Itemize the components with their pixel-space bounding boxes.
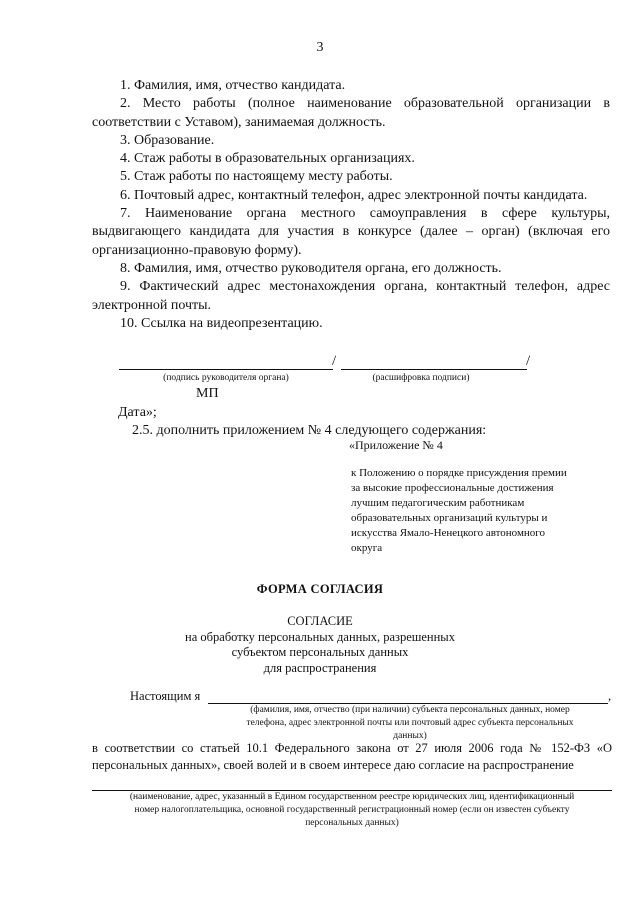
stamp-place-label: МП	[196, 386, 219, 401]
subject-line-comma: ,	[608, 689, 612, 703]
list-item: 3. Образование.	[120, 132, 215, 148]
appendix-reference-line: образовательных организаций культуры и	[351, 512, 548, 524]
subject-caption-line: данных)	[393, 731, 427, 741]
consent-subtitle-line: субъектом персональных данных	[231, 645, 409, 659]
list-item: 2. Место работы (полное наименование образовательной организации в соответствии с Уставом), занимаемая должность.	[92, 96, 610, 130]
appendix-reference-line: округа	[351, 542, 383, 554]
organization-caption-line: (наименование, адрес, указанный в Едином государственном реестре юридических лиц, идентификационный	[129, 792, 575, 802]
signature-decode-caption: (расшифровка подписи)	[372, 373, 470, 383]
appendix-reference-line: лучшим педагогическим работникам	[351, 497, 525, 509]
signature-line[interactable]	[119, 369, 333, 370]
signature-caption: (подпись руководителя органа)	[163, 373, 289, 383]
signature-slash: /	[332, 353, 337, 369]
signature-decode-line[interactable]	[341, 369, 527, 370]
consent-subtitle-line: на обработку персональных данных, разрешенных	[185, 629, 455, 644]
appendix-reference-line: к Положению о порядке присуждения премии	[351, 467, 567, 479]
appendix-title: «Приложение № 4	[349, 438, 443, 452]
organization-caption-line: номер налогоплательщика, основной государственный регистрационный номер (если он известен субъекту	[134, 805, 570, 815]
appendix-reference	[351, 466, 611, 556]
list-item: 8. Фамилия, имя, отчество руководителя органа, его должность.	[120, 260, 502, 276]
organization-caption-line: персональных данных)	[305, 818, 399, 828]
consent-subtitle-line: для распространения	[263, 660, 377, 675]
subject-caption-line: (фамилия, имя, отчество (при наличии) субъекта персональных данных, номер	[250, 705, 570, 715]
law-paragraph: в соответствии со статьей 10.1 Федерального закона от 27 июля 2006 года № 152-ФЗ «О персональных данных», своей волей и в своем интересе даю согласие на распространение	[92, 741, 612, 772]
amendment-text: 2.5. дополнить приложением № 4 следующего содержания:	[132, 423, 487, 438]
list-item: 9. Фактический адрес местонахождения органа, контактный телефон, адрес электронной почты.	[92, 279, 610, 313]
organization-caption	[82, 791, 622, 830]
subject-caption	[210, 704, 610, 743]
signature-decode-slash: /	[526, 353, 531, 369]
list-item: 10. Ссылка на видеопрезентацию.	[120, 315, 323, 331]
subject-caption-line: телефона, адрес электронной почты или почтовый адрес субъекта персональных	[246, 718, 574, 728]
form-title: ФОРМА СОГЛАСИЯ	[256, 582, 384, 596]
list-item: 6. Почтовый адрес, контактный телефон, адрес электронной почты кандидата.	[120, 187, 588, 203]
list-item: 4. Стаж работы в образовательных организациях.	[120, 151, 415, 167]
consent-heading: СОГЛАСИЕ	[287, 614, 353, 628]
appendix-reference-line: за высокие профессиональные достижения	[351, 482, 554, 494]
candidate-info-list	[92, 77, 610, 333]
list-item: 7. Наименование органа местного самоуправления в сфере культуры, выдвигающего кандидата для участия в конкурсе (далее – орган) (включая его организационно-правовую форму).	[92, 206, 610, 258]
list-item: 1. Фамилия, имя, отчество кандидата.	[120, 78, 346, 93]
consent-heading-block	[0, 614, 640, 676]
date-label: Дата»;	[118, 405, 157, 420]
page-number: 3	[316, 40, 324, 55]
appendix-reference-line: искусства Ямало-Ненецкого автономного	[351, 527, 546, 539]
list-item: 5. Стаж работы по настоящему месту работы.	[120, 169, 393, 185]
subject-label: Настоящим я	[130, 689, 201, 703]
